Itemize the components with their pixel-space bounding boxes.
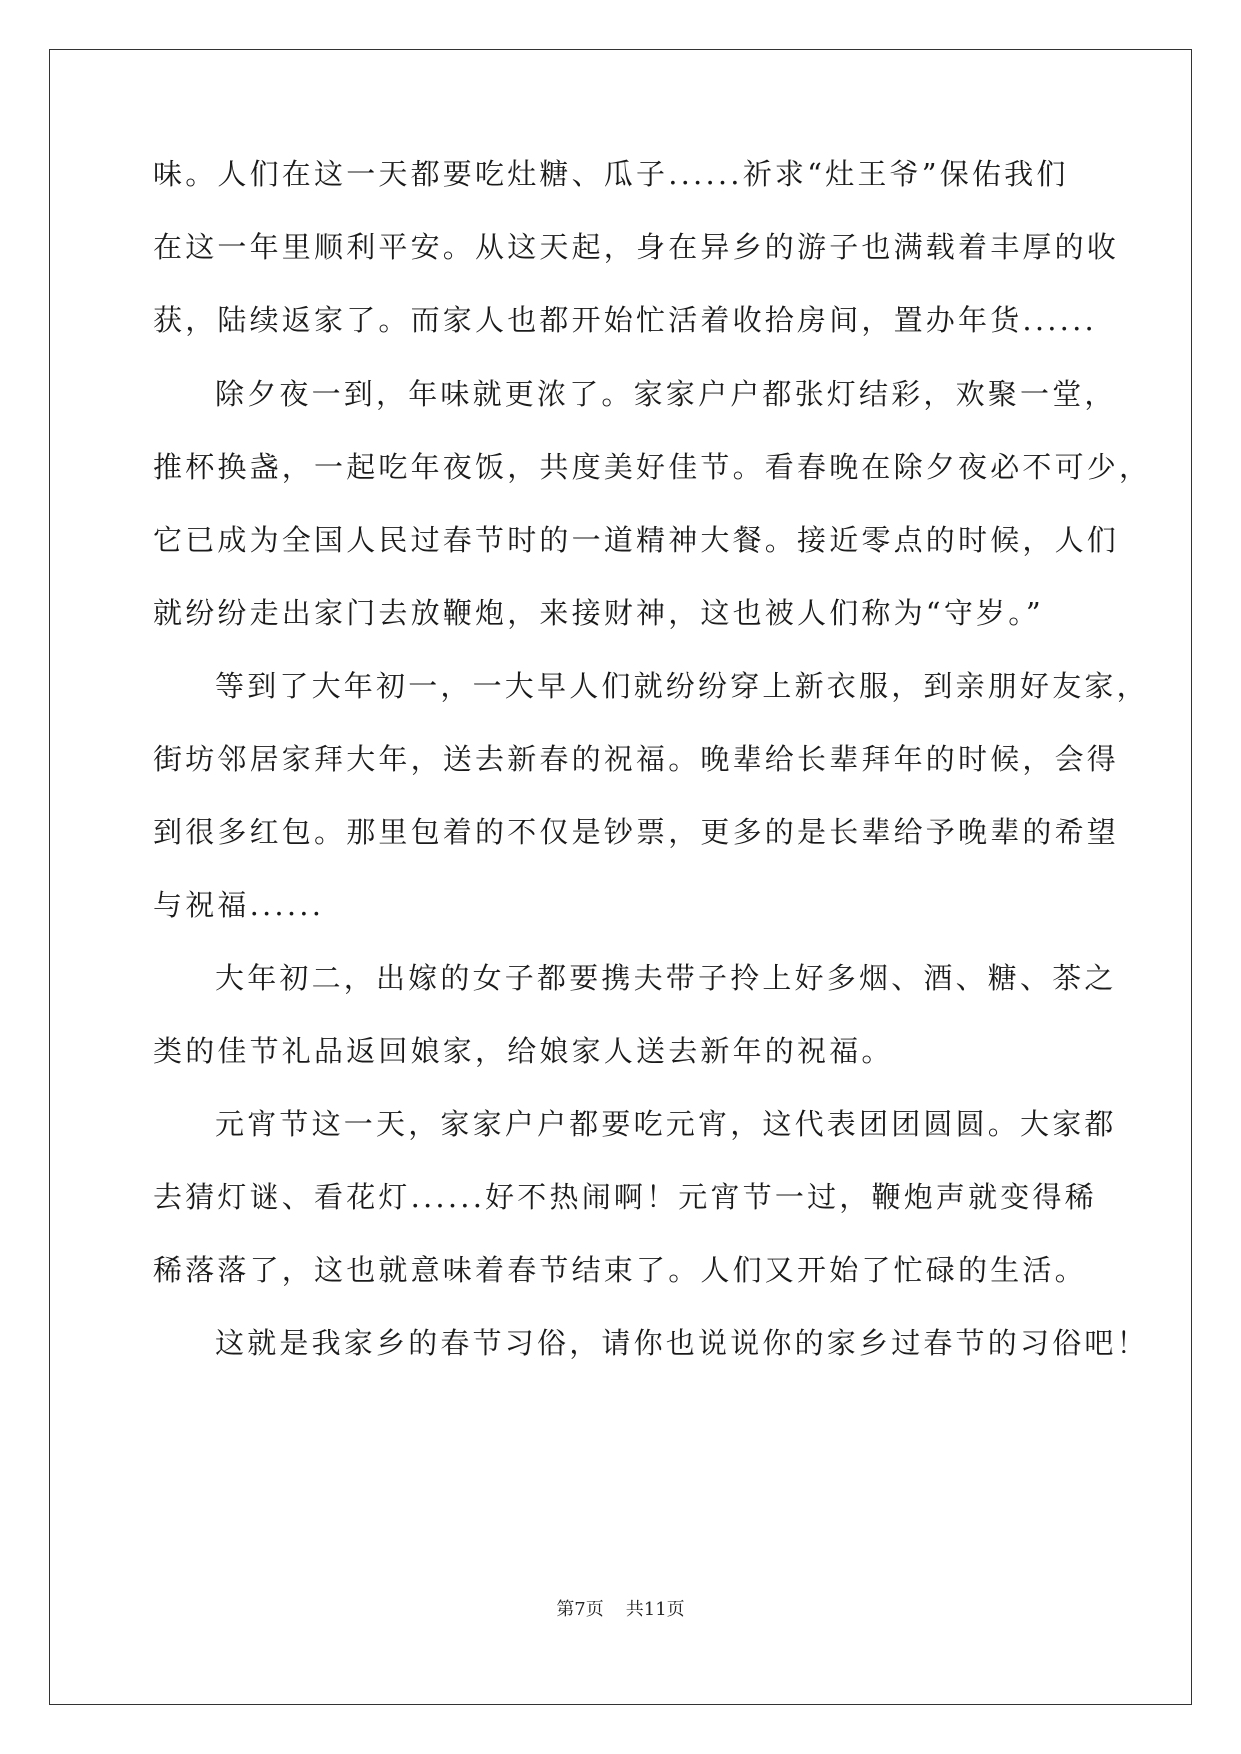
text-line: 获，陆续返家了。而家人也都开始忙活着收拾房间，置办年货...... xyxy=(153,303,1097,337)
text-line: 类的佳节礼品返回娘家，给娘家人送去新年的祝福。 xyxy=(153,1034,894,1068)
text-line: 到很多红包。那里包着的不仅是钞票，更多的是长辈给予晚辈的希望 xyxy=(153,815,1120,849)
paragraph-first-line: 除夕夜一到，年味就更浓了。家家户户都张灯结彩，欢聚一堂， xyxy=(215,377,1117,411)
page-footer xyxy=(0,1598,1241,1622)
text-line: 与祝福...... xyxy=(153,888,325,922)
page-number: 第7页 xyxy=(556,1599,604,1620)
text-line: 街坊邻居家拜大年，送去新春的祝福。晚辈给长辈拜年的时候，会得 xyxy=(153,742,1120,776)
text-line: 去猜灯谜、看花灯......好不热闹啊！元宵节一过，鞭炮声就变得稀 xyxy=(153,1180,1097,1214)
text-line: 在这一年里顺利平安。从这天起，身在异乡的游子也满载着丰厚的收 xyxy=(153,230,1120,264)
text-line: 味。人们在这一天都要吃灶糖、瓜子......祈求“灶王爷”保佑我们 xyxy=(153,157,1069,191)
text-line: 推杯换盏，一起吃年夜饭，共度美好佳节。看春晚在除夕夜必不可少， xyxy=(153,450,1152,484)
page-border xyxy=(49,49,1192,1705)
page-total: 共11页 xyxy=(625,1599,685,1620)
paragraph-first-line: 这就是我家乡的春节习俗，请你也说说你的家乡过春节的习俗吧！ xyxy=(215,1326,1149,1360)
paragraph-first-line: 等到了大年初一，一大早人们就纷纷穿上新衣服，到亲朋好友家， xyxy=(215,669,1149,703)
paragraph-first-line: 大年初二，出嫁的女子都要携夫带子拎上好多烟、酒、糖、茶之 xyxy=(215,961,1117,995)
text-line: 它已成为全国人民过春节时的一道精神大餐。接近零点的时候，人们 xyxy=(153,523,1120,557)
paragraph-first-line: 元宵节这一天，家家户户都要吃元宵，这代表团团圆圆。大家都 xyxy=(215,1107,1117,1141)
text-line: 就纷纷走出家门去放鞭炮，来接财神，这也被人们称为“守岁。” xyxy=(153,596,1044,630)
text-line: 稀落落了，这也就意味着春节结束了。人们又开始了忙碌的生活。 xyxy=(153,1253,1087,1287)
